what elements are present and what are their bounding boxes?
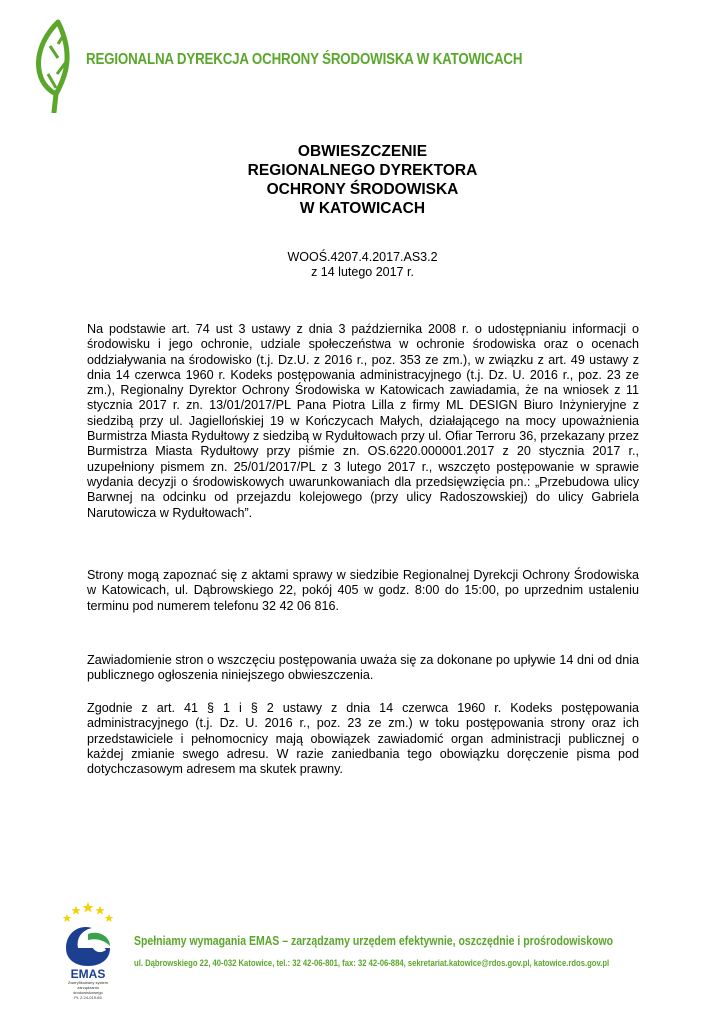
emas-caption-line: środowiskowego — [73, 990, 103, 995]
organization-name: REGIONALNA DYREKCJA OCHRONY ŚRODOWISKA W KATOWICACH — [86, 51, 523, 68]
body-paragraph-access-files: Strony mogą zapoznać się z aktami sprawy w siedzibie Regionalnej Dyrekcji Ochrony Środowiska w Katowicach, ul. Dąbrowskiego 22, pokój 405 w godz. 8:00 do 15:00, po uprzednim ustaleniu terminu pod numerem telefonu 32 42 06 816. — [87, 568, 639, 613]
emas-caption — [61, 980, 115, 1000]
document-title — [0, 142, 725, 218]
title-line: REGIONALNEGO DYREKTORA — [247, 162, 478, 179]
title-line: OCHRONY ŚRODOWISKA — [266, 181, 459, 198]
emas-caption-line: zarządzania — [77, 985, 99, 990]
title-line: OBWIESZCZENIE — [297, 143, 428, 160]
letterhead — [32, 18, 712, 113]
emas-label: EMAS — [70, 967, 106, 981]
reference-block — [0, 250, 725, 280]
footer-slogan: Spełniamy wymagania EMAS – zarządzamy urzędem efektywnie, oszczędnie i prośrodowiskowo — [134, 934, 614, 948]
title-line: W KATOWICACH — [299, 200, 426, 217]
footer-contact: ul. Dąbrowskiego 22, 40-032 Katowice, tel.: 32 42-06-801, fax: 32 42-06-884, sekretariat.katowice@rdos.gov.pl, katowice.rdos.gov.pl — [134, 958, 610, 969]
case-number: WOOŚ.4207.4.2017.AS3.2 — [287, 250, 438, 264]
document-date: z 14 lutego 2017 r. — [311, 265, 414, 279]
leaf-logo-icon — [32, 18, 82, 113]
emas-caption-line: Zweryfikowany system — [67, 980, 109, 985]
emas-caption-line: PL 2.24-019-65 — [74, 995, 102, 1000]
footer — [58, 900, 698, 1015]
body-paragraph-address-change: Zgodnie z art. 41 § 1 i § 2 ustawy z dnia 14 czerwca 1960 r. Kodeks postępowania administracyjnego (t.j. Dz. U. 2016 r., poz. 23 ze zm.) w toku postępowania strony oraz ich przedstawiciele i pełnomocnicy mają obowiązek zawiadomić organ administracji publicznej o każdej zmianie swego adresu. W razie zaniedbania tego obowiązku doręczenie pisma pod dotychczasowym adresem ma skutek prawny. — [87, 701, 639, 777]
body-paragraph-legal-basis: Na podstawie art. 74 ust 3 ustawy z dnia 3 października 2008 r. o udostępnianiu informacji o środowisku i jego ochronie, udziale społeczeństwa w ochronie środowiska oraz o ocenach oddziaływania na środowisko (t.j. Dz.U. z 2016 r., poz. 353 ze zm.), w związku z art. 49 ustawy z dnia 14 czerwca 1960 r. Kodeks postępowania administracyjnego (t.j. Dz. U. 2016 r., poz. 23 ze zm.), Regionalny Dyrektor Ochrony Środowiska w Katowicach zawiadamia, że na wniosek z 11 stycznia 2017 r. zn. 13/01/2017/PL Pana Piotra Lilla z firmy ML DESIGN Biuro Inżynieryjne z siedzibą przy ul. Jagiellońskiej 19 w Kończycach Małych, działającego na mocy upoważnienia Burmistrza Miasta Rydułtowy z siedzibą w Rydułtowach przy ul. Ofiar Terroru 36, przekazany przez Burmistrza Miasta Rydułtowy przy piśmie zn. OS.6220.000001.2017 z 20 stycznia 2017 r., uzupełniony pismem zn. 25/01/2017/PL z 3 lutego 2017 r., wszczęto postępowanie w sprawie wydania decyzji o środowiskowych uwarunkowaniach dla przedsięwzięcia pn.: „Przebudowa ulicy Barwnej na odcinku od przejazdu kolejowego (przy ulicy Radoszowskiej) do ulicy Gabriela Narutowicza w Rydułtowach”. — [87, 322, 639, 520]
body-paragraph-notification: Zawiadomienie stron o wszczęciu postępowania uważa się za dokonane po upływie 14 dni od dnia publicznego ogłoszenia niniejszego obwieszczenia. — [87, 653, 639, 683]
